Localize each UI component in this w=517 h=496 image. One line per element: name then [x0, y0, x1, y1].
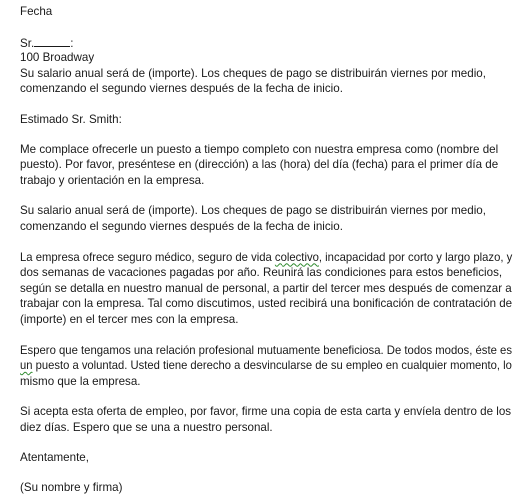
paragraph5-line-1: Si acepta esta oferta de empleo, por favor, firme una copia de esta carta y envíela dentro de los — [20, 405, 512, 419]
paragraph2-line-2: comenzando el segundo viernes después de la fecha de inicio. — [20, 219, 343, 233]
intro-line-2: comenzando el segundo viernes después de la fecha de inicio. — [20, 82, 343, 96]
intro-line-1: Su salario anual será de (importe). Los cheques de pago se distribuirán viernes por medio, — [20, 66, 486, 80]
paragraph4-line-1: Espero que tengamos una relación profesional mutuamente beneficiosa. De todos modos, éste es — [20, 343, 513, 357]
paragraph3-line-2: dos semanas de vacaciones pagadas por año. Reunirá las condiciones para estos beneficios, — [20, 266, 503, 280]
paragraph1-line-3: trabajo y orientación en la empresa. — [20, 173, 205, 187]
salutation-prefix: Sr. — [20, 36, 35, 50]
spacer — [20, 435, 512, 450]
paragraph4-line-2 — [20, 358, 512, 374]
spacer — [20, 188, 512, 203]
paragraph3-line-3: según se detalla en nuestro manual de personal, a partir del tercer mes después de comenzar a — [20, 281, 512, 295]
spacer — [20, 97, 512, 112]
paragraph3-line-5: (importe) en el tercer mes con la empresa. — [20, 312, 239, 326]
paragraph3-line-1-after: , incapacidad por corto y largo plazo, y — [318, 250, 513, 264]
spacer — [20, 235, 512, 250]
closing: Atentamente, — [20, 451, 89, 465]
greeting: Estimado Sr. Smith: — [20, 112, 122, 126]
paragraph4-line-3: mismo que la empresa. — [20, 374, 141, 388]
paragraph3-line-4: trabajar con la empresa. Tal como discutimos, usted recibirá una bonificación de contratación de — [20, 297, 513, 311]
paragraph3-line-1 — [20, 250, 513, 266]
spellcheck-word-un: un — [20, 359, 33, 373]
paragraph3-line-1-before: La empresa ofrece seguro médico, seguro de vida — [20, 250, 275, 264]
spacer — [20, 466, 512, 480]
paragraph1-line-2: puesto). Por favor, preséntese en (dirección) a las (hora) del día (fecha) para el primer día de — [20, 158, 499, 172]
paragraph2-line-1: Su salario anual será de (importe). Los cheques de pago se distribuirán viernes por medio, — [20, 204, 486, 218]
signature-placeholder: (Su nombre y firma) — [20, 481, 123, 495]
letter-document — [20, 4, 512, 496]
spacer — [20, 20, 512, 35]
spellcheck-word-colectivo: colectivo — [274, 250, 319, 264]
spacer — [20, 389, 512, 404]
salutation-suffix: : — [70, 36, 74, 50]
paragraph4-line-2-after: puesto a voluntad. Usted tiene derecho a desvincularse de su empleo en cualquier momento, lo — [32, 359, 512, 373]
spacer — [20, 328, 512, 343]
spacer — [20, 128, 512, 142]
date-line: Fecha — [20, 5, 53, 18]
recipient-address: 100 Broadway — [20, 51, 95, 65]
recipient-salutation — [20, 35, 512, 51]
paragraph1-line-1: Me complace ofrecerle un puesto a tiempo completo con nuestra empresa como (nombre del — [20, 142, 499, 156]
recipient-name-blank — [34, 35, 70, 47]
paragraph5-line-2: diez días. Espero que se una a nuestro personal. — [20, 420, 273, 434]
